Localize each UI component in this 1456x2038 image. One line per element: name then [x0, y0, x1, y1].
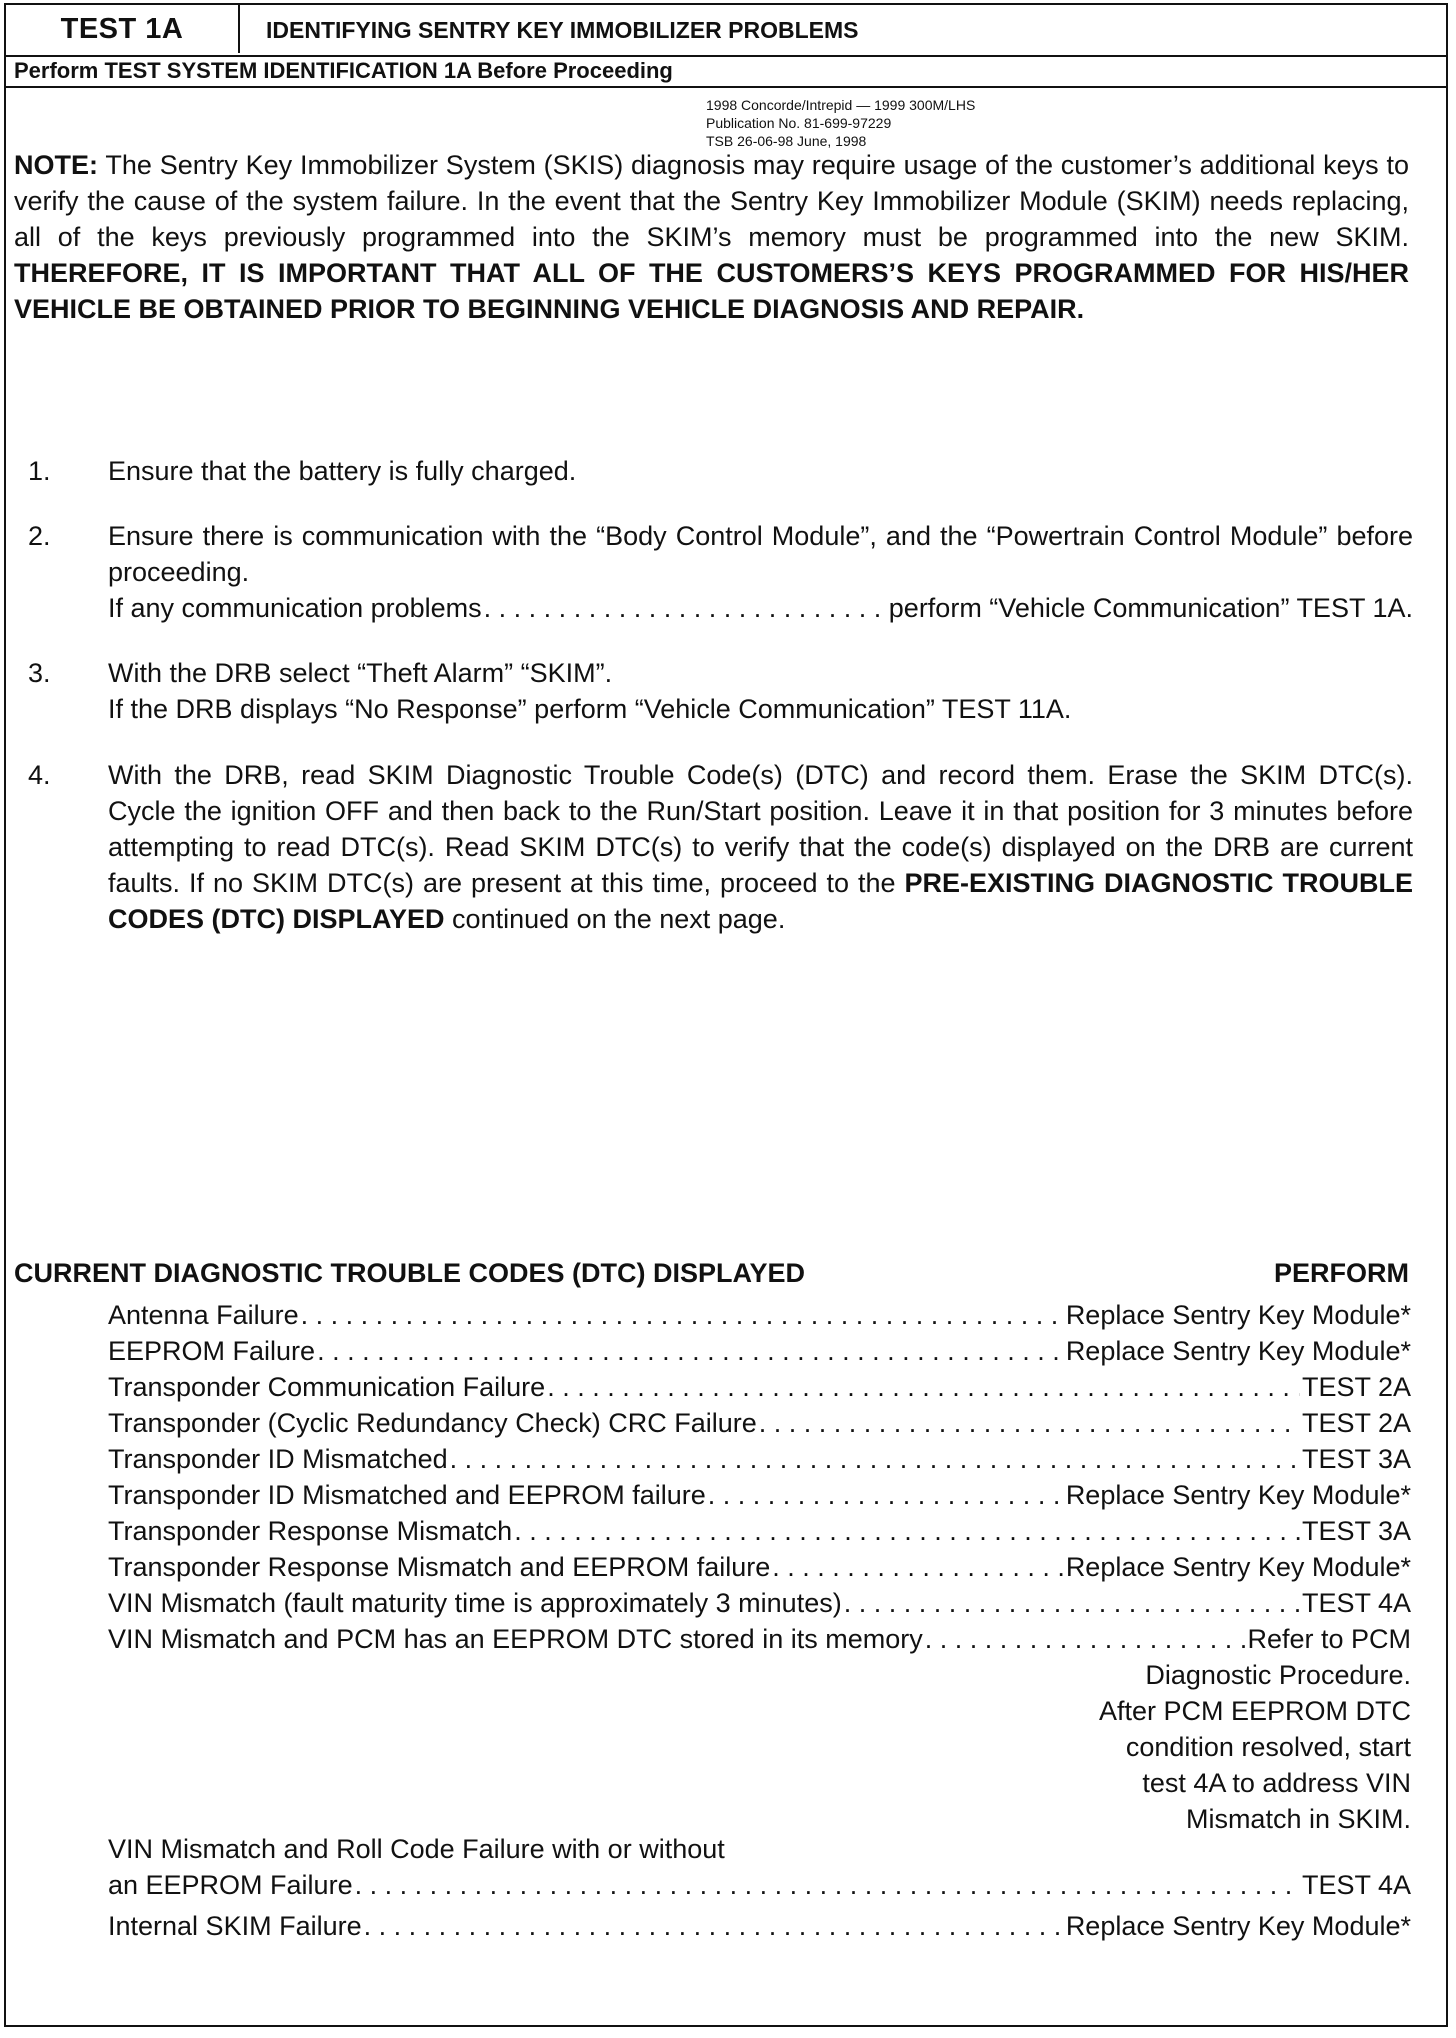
dtc-action: Refer to PCM — [1247, 1624, 1411, 1654]
dtc-action-cont: condition resolved, start — [1125, 1732, 1411, 1762]
dtc-action: TEST 2A — [1301, 1372, 1411, 1402]
step-text: With the DRB select “Theft Alarm” “SKIM”. — [108, 658, 613, 688]
step-text: With the DRB, read SKIM Diagnostic Trouble Code(s) (DTC) and record them. Erase the SKIM DTC(s). Cycle the ignition OFF and then back to the Run/Start position. Leave it in that position for 3 minutes before attempting to read DTC(s). Read SKIM DTC(s) to verify that the code(s) displayed on the DRB are current faults. If no SKIM DTC(s) are present at this time, proceed to the PRE-EXISTING DIAGNOSTIC TROUBLE CODES (DTC) DISPLAYED continued on the next page. — [108, 760, 1413, 934]
dtc-code: Transponder ID Mismatched and EEPROM failure — [108, 1480, 706, 1510]
dtc-row — [108, 1621, 1411, 1837]
dot-leader — [547, 1369, 1300, 1405]
dtc-row — [108, 1908, 1411, 1944]
dot-leader — [301, 1297, 1064, 1333]
dtc-action: Replace Sentry Key Module* — [1065, 1552, 1411, 1582]
dot-leader — [759, 1405, 1300, 1441]
dtc-action-cont: After PCM EEPROM DTC — [1098, 1696, 1411, 1726]
dtc-row — [108, 1441, 1411, 1477]
step-2-condition — [108, 590, 1413, 626]
dtc-action: Replace Sentry Key Module* — [1065, 1300, 1411, 1330]
dtc-action: TEST 2A — [1301, 1408, 1411, 1438]
dtc-row — [108, 1549, 1411, 1585]
publication-number: Publication No. 81-699-97229 — [706, 115, 892, 131]
prerequisite-note: Perform TEST SYSTEM IDENTIFICATION 1A Before Proceeding — [6, 55, 1446, 88]
test-label: TEST 1A — [6, 5, 240, 53]
step-text: Ensure that the battery is fully charged. — [108, 456, 577, 486]
header-row — [6, 5, 1446, 57]
dtc-code: Transponder ID Mismatched — [108, 1444, 448, 1474]
dot-leader — [355, 1867, 1300, 1903]
dtc-code: Antenna Failure — [108, 1300, 299, 1330]
dtc-heading-left: CURRENT DIAGNOSTIC TROUBLE CODES (DTC) DISPLAYED — [14, 1258, 806, 1288]
step-text: Ensure there is communication with the “Body Control Module”, and the “Powertrain Control Module” before proceeding. — [108, 521, 1413, 587]
dot-leader — [844, 1585, 1300, 1621]
dot-leader — [514, 1513, 1300, 1549]
test-title: IDENTIFYING SENTRY KEY IMMOBILIZER PROBLEMS — [266, 17, 859, 43]
note-emphasis: THEREFORE, IT IS IMPORTANT THAT ALL OF THE CUSTOMERS’S KEYS PROGRAMMED FOR HIS/HER VEHICLE BE OBTAINED PRIOR TO BEGINNING VEHICLE DIAGNOSIS AND REPAIR. — [14, 258, 1409, 324]
dot-leader — [484, 590, 887, 626]
dtc-row — [108, 1297, 1411, 1333]
dtc-code: an EEPROM Failure — [108, 1870, 353, 1900]
dtc-action: Replace Sentry Key Module* — [1065, 1336, 1411, 1366]
dtc-row — [108, 1513, 1411, 1549]
dtc-action: TEST 4A — [1301, 1870, 1411, 1900]
dtc-action: TEST 3A — [1301, 1444, 1411, 1474]
dtc-code: Internal SKIM Failure — [108, 1911, 362, 1941]
dtc-action-cont: Mismatch in SKIM. — [1185, 1804, 1411, 1834]
dtc-code: Transponder Response Mismatch — [108, 1516, 513, 1546]
publication-info — [706, 96, 975, 150]
step-text-2: If the DRB displays “No Response” perform “Vehicle Communication” TEST 11A. — [108, 694, 1072, 724]
dot-leader — [364, 1908, 1064, 1944]
dtc-action-cont: Diagnostic Procedure. — [1145, 1660, 1411, 1690]
dot-leader — [925, 1621, 1246, 1657]
dot-leader — [772, 1549, 1064, 1585]
dtc-code: Transponder Response Mismatch and EEPROM failure — [108, 1552, 771, 1582]
condition-text: If any communication problems — [108, 593, 482, 623]
publication-models: 1998 Concorde/Intrepid — 1999 300M/LHS — [706, 97, 976, 113]
dtc-action: Replace Sentry Key Module* — [1065, 1480, 1411, 1510]
step-number: 1. — [28, 456, 51, 486]
note-text: The Sentry Key Immobilizer System (SKIS) diagnosis may require usage of the customer’s additional keys to verify the cause of the system failure. In the event that the Sentry Key Immobilizer Module (SKIM) needs replacing, all of the keys previously programmed into the SKIM’s memory must be programmed into the new SKIM. — [14, 150, 1409, 252]
dtc-code: VIN Mismatch (fault maturity time is approximately 3 minutes) — [108, 1588, 842, 1618]
dtc-action: TEST 4A — [1301, 1588, 1411, 1618]
publication-tsb: TSB 26-06-98 June, 1998 — [706, 133, 867, 149]
dot-leader — [317, 1333, 1064, 1369]
dtc-table-heading — [14, 1255, 1409, 1291]
dot-leader — [708, 1477, 1064, 1513]
dtc-row — [108, 1477, 1411, 1513]
dtc-heading-right: PERFORM — [1274, 1258, 1409, 1288]
dtc-code-line1: VIN Mismatch and Roll Code Failure with or without — [108, 1834, 725, 1864]
dtc-action-cont: test 4A to address VIN — [1142, 1768, 1411, 1798]
dtc-code: Transponder (Cyclic Redundancy Check) CRC Failure — [108, 1408, 757, 1438]
dtc-row — [108, 1831, 1411, 1903]
dtc-code: EEPROM Failure — [108, 1336, 316, 1366]
dtc-row — [108, 1585, 1411, 1621]
step-4-bold: PRE-EXISTING DIAGNOSTIC TROUBLE CODES (DTC) DISPLAYED — [108, 868, 1413, 934]
note-paragraph — [14, 147, 1409, 327]
step-number: 2. — [28, 521, 51, 551]
dtc-code: VIN Mismatch and PCM has an EEPROM DTC stored in its memory — [108, 1624, 923, 1654]
dtc-row — [108, 1369, 1411, 1405]
step-number: 4. — [28, 760, 51, 790]
condition-action: perform “Vehicle Communication” TEST 1A. — [888, 593, 1413, 623]
dtc-action: Replace Sentry Key Module* — [1065, 1911, 1411, 1941]
procedure-page — [4, 3, 1448, 2027]
dtc-action: TEST 3A — [1301, 1516, 1411, 1546]
step-number: 3. — [28, 658, 51, 688]
dtc-row — [108, 1333, 1411, 1369]
note-label: NOTE: — [14, 150, 98, 180]
dtc-row — [108, 1405, 1411, 1441]
dot-leader — [450, 1441, 1300, 1477]
dtc-code: Transponder Communication Failure — [108, 1372, 546, 1402]
